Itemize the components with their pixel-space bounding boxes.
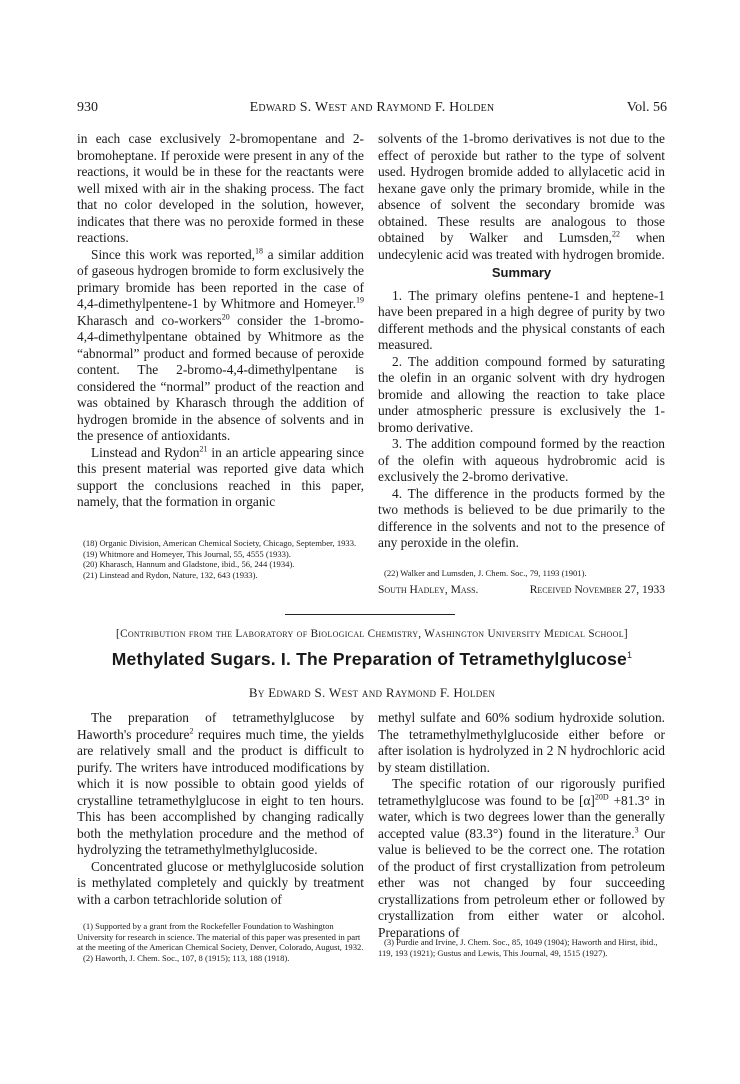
signoff bbox=[378, 584, 665, 596]
signoff-place: South Hadley, Mass. bbox=[378, 584, 479, 596]
bottom-right-column bbox=[378, 710, 665, 941]
running-header bbox=[77, 100, 667, 120]
footnote: (3) Purdie and Irvine, J. Chem. Soc., 85, 1049 (1904); Haworth and Hirst, ibid., 119, 193 (1921); Gustus and Lewis, This Journal, 49, 1515 (1927). bbox=[378, 937, 658, 958]
signoff-received: Received November 27, 1933 bbox=[529, 584, 665, 596]
paragraph: The preparation of tetramethylglucose by Haworth's procedure$^2$ requires much time, the yields are relatively small and the product is difficult to purify. The writers have introduced modifications by which it is now possible to obtain good yields of crystalline tetramethylglucose in eight to ten hours. This has been accomplished by changing radically both the methylation procedure and the method of hydrolyzing the tetramethylmethylglucoside. bbox=[77, 710, 365, 857]
byline: By Edward S. West and Raymond F. Holden bbox=[248, 685, 496, 700]
summary-heading: Summary bbox=[491, 265, 552, 280]
summary-item: 3. The addition compound formed by the reaction of the olefin with aqueous hydrobromic acid is exclusively the 2-bromo derivative. bbox=[378, 436, 665, 484]
footnote: (22) Walker and Lumsden, J. Chem. Soc., 79, 1193 (1901). bbox=[384, 568, 587, 578]
top-right-footnotes bbox=[378, 568, 665, 579]
page-number: 930 bbox=[77, 100, 98, 115]
summary-list bbox=[378, 288, 665, 552]
footnote: (18) Organic Division, American Chemical Society, Chicago, September, 1933. bbox=[83, 538, 357, 548]
footnote: (19) Whitmore and Homeyer, This Journal, 55, 4555 (1933). bbox=[83, 548, 291, 559]
top-left-column bbox=[77, 131, 364, 511]
paragraph: Concentrated glucose or methylglucoside solution is methylated completely and quickly by treatment with a carbon tetrachloride solution of bbox=[77, 858, 364, 907]
summary-item: 4. The difference in the products formed by the two methods is believed to be due primarily to the difference in the solvents and not to the presence of any peroxide in the olefin. bbox=[378, 485, 665, 550]
summary-item: 2. The addition compound formed by saturating the olefin in an organic solvent with dry hydrogen bromide and allowing the reaction to take place under atmospheric pressure is exclusively the 1-bromo derivative. bbox=[378, 353, 665, 435]
volume-label: Vol. 56 bbox=[626, 100, 667, 115]
section-divider bbox=[285, 614, 455, 615]
footnote: (20) Kharasch, Hannum and Gladstone, ibid., 56, 244 (1934). bbox=[83, 559, 295, 570]
paragraph: Since this work was reported,$^{18}$ a similar addition of gaseous hydrogen bromide to form exclusively the primary bromide has been reported in the case of 4,4-dimethylpentene-1 by Whitmore and Homeyer.$^{19}$ Kharasch and co-workers$^{20}$ consider the 1-bromo-4,4-dimethylpentane obtained by Whitmore as the “abnormal” product and formed because of peroxide content. The 2-bromo-4,4-dimethylpentane is considered the “normal” product of the reaction and was obtained by Kharasch through the addition of hydrogen bromide in the absence of solvents and in the presence of antioxidants. bbox=[77, 246, 365, 443]
footnote: (2) Haworth, J. Chem. Soc., 107, 8 (1915); 113, 188 (1918). bbox=[83, 952, 290, 963]
footnote: (1) Supported by a grant from the Rockefeller Foundation to Washington University for research in science. The material of this paper was presented in part at the meeting of the American Chemical Society, Denver, Colorado, August, 1932. bbox=[77, 921, 364, 953]
paragraph: The specific rotation of our rigorously purified tetramethylglucose was found to be $[\alpha]^{20D} +81.3^\circ$ in water, which is two degrees lower than the generally accepted value (83.3°) found in the literature.$^3$ Our value is believed to be the correct one. The rotation of the product of first crystallization from petroleum ether was not changed by four succeeding crystallizations from petroleum ether or followed by crystallization from either water or alcohol. Preparations of bbox=[378, 776, 665, 940]
contribution-line: [Contribution from the Laboratory of Biological Chemistry, Washington University Medical School] bbox=[116, 628, 628, 640]
top-left-footnotes bbox=[77, 538, 364, 580]
summary-item: 1. The primary olefins pentene-1 and heptene-1 have been prepared in a high degree of purity by two different methods and the physical constants of each measured. bbox=[378, 287, 665, 352]
paragraph: solvents of the 1-bromo derivatives is not due to the effect of peroxide but rather to the type of solvent used. Hydrogen bromide added to allylacetic acid in hexane gave only the primary bromide, while in the absence of solvent the secondary bromide was obtained. These results are analogous to those obtained by Walker and Lumsden,$^{22}$ when undecylenic acid was treated with hydrogen bromide. bbox=[378, 131, 665, 262]
paragraph: Linstead and Rydon$^{21}$ in an article appearing since this present material was reported give data which support the conclusions reached in this paper, namely, that the formation in organic bbox=[77, 444, 364, 509]
running-title: Edward S. West and Raymond F. Holden bbox=[249, 100, 495, 115]
paragraph: methyl sulfate and 60% sodium hydroxide solution. The tetramethylmethylglucoside either before or after isolation is hydrolyzed in 2 N hydrochloric acid by steam distillation. bbox=[378, 710, 665, 775]
article-title: Methylated Sugars. I. The Preparation of Tetramethylglucose$^1$ bbox=[111, 649, 633, 669]
footnote: (21) Linstead and Rydon, Nature, 132, 643 (1933). bbox=[83, 569, 258, 580]
paragraph: in each case exclusively 2-bromopentane and 2-bromoheptane. If peroxide were present in any of the reactions, it would be in these for the reactants were well mixed with air in the shaking process. The fact that no color developed in the solution, however, indicates that there was no peroxide formed in these reactions. bbox=[77, 131, 364, 245]
bottom-left-column bbox=[77, 710, 364, 908]
top-right-column bbox=[378, 131, 665, 552]
bottom-right-footnotes bbox=[378, 937, 665, 958]
bottom-left-footnotes bbox=[77, 921, 364, 963]
